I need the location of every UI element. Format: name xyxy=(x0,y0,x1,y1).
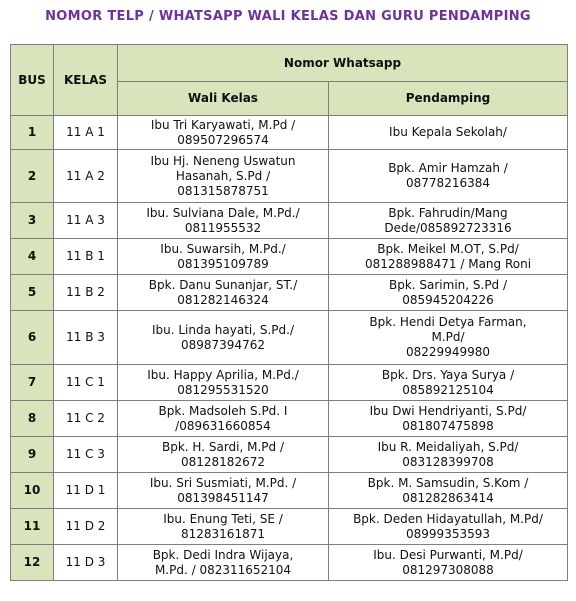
bus-cell: 5 xyxy=(11,275,54,311)
pendamping-line: 08999353593 xyxy=(406,526,490,541)
table-body xyxy=(11,116,568,581)
table-row xyxy=(11,473,568,509)
wali-kelas-line: 08987394762 xyxy=(181,337,265,352)
pendamping-line: Ibu R. Meidaliyah, S.Pd/ xyxy=(377,439,519,454)
wali-kelas-line: /089631660854 xyxy=(175,418,271,433)
kelas-cell: 11 C 2 xyxy=(54,401,118,437)
pendamping-line: Bpk. Hendi Detya Farman, xyxy=(369,315,527,329)
pendamping-cell xyxy=(329,116,568,150)
pendamping-cell xyxy=(329,239,568,275)
table-row xyxy=(11,365,568,401)
pendamping-line: Ibu Dwi Hendriyanti, S.Pd/ xyxy=(369,403,527,418)
table-row xyxy=(11,203,568,239)
pendamping-line: Dede/085892723316 xyxy=(384,220,512,235)
pendamping-cell xyxy=(329,150,568,203)
pendamping-line: M.Pd/ xyxy=(431,330,465,344)
pendamping-line: Bpk. Sarimin, S.Pd / xyxy=(388,277,508,292)
pendamping-line: 08229949980 xyxy=(406,345,490,359)
kelas-cell: 11 B 2 xyxy=(54,275,118,311)
wali-kelas-line: Ibu Tri Karyawati, M.Pd / xyxy=(150,117,296,132)
kelas-cell: 11 A 2 xyxy=(54,150,118,203)
header-kelas: KELAS xyxy=(54,45,118,116)
kelas-cell: 11 D 1 xyxy=(54,473,118,509)
pendamping-line: 081282863414 xyxy=(402,490,494,505)
pendamping-cell xyxy=(329,311,568,365)
wali-kelas-line: 0811955532 xyxy=(184,220,262,235)
kelas-cell: 11 A 1 xyxy=(54,116,118,150)
table-row xyxy=(11,545,568,581)
wali-kelas-line: Ibu. Sulviana Dale, M.Pd./ xyxy=(146,205,300,220)
bus-cell: 6 xyxy=(11,311,54,365)
wali-kelas-line: 081315878751 xyxy=(177,183,269,198)
bus-cell: 10 xyxy=(11,473,54,509)
wali-kelas-line: Ibu. Happy Aprilia, M.Pd./ xyxy=(147,367,299,382)
table-row xyxy=(11,401,568,437)
kelas-cell: 11 C 3 xyxy=(54,437,118,473)
table-row xyxy=(11,509,568,545)
kelas-cell: 11 B 1 xyxy=(54,239,118,275)
wali-kelas-cell xyxy=(118,401,329,437)
wali-kelas-line: Bpk. H. Sardi, M.Pd / xyxy=(161,439,285,454)
pendamping-cell xyxy=(329,509,568,545)
header-bus: BUS xyxy=(11,45,54,116)
header-nomor-whatsapp: Nomor Whatsapp xyxy=(118,45,568,82)
wali-kelas-line: Ibu. Enung Teti, SE / xyxy=(163,511,283,526)
wali-kelas-cell xyxy=(118,116,329,150)
pendamping-line: 081807475898 xyxy=(402,418,494,433)
bus-cell: 1 xyxy=(11,116,54,150)
table-row xyxy=(11,311,568,365)
pendamping-line: Bpk. Drs. Yaya Surya / xyxy=(381,367,515,382)
pendamping-line: 08778216384 xyxy=(406,176,490,190)
bus-cell: 3 xyxy=(11,203,54,239)
wali-kelas-line: Ibu. Sri Susmiati, M.Pd. / xyxy=(149,475,297,490)
wali-kelas-cell xyxy=(118,150,329,203)
pendamping-cell xyxy=(329,365,568,401)
wali-kelas-line: M.Pd. / 082311652104 xyxy=(154,562,292,577)
bus-cell: 2 xyxy=(11,150,54,203)
wali-kelas-cell xyxy=(118,365,329,401)
pendamping-line: 081288988471 / Mang Roni xyxy=(364,256,532,271)
wali-kelas-line: Bpk. Dedi Indra Wijaya, xyxy=(152,547,294,562)
wali-kelas-cell xyxy=(118,275,329,311)
kelas-cell: 11 C 1 xyxy=(54,365,118,401)
bus-cell: 11 xyxy=(11,509,54,545)
page-title: NOMOR TELP / WHATSAPP WALI KELAS DAN GURU PENDAMPING xyxy=(45,9,531,24)
wali-kelas-cell xyxy=(118,437,329,473)
table-row xyxy=(11,437,568,473)
kelas-cell: 11 B 3 xyxy=(54,311,118,365)
wali-kelas-cell xyxy=(118,509,329,545)
pendamping-line: Bpk. Meikel M.OT, S.Pd/ xyxy=(377,241,519,256)
pendamping-line: Ibu Kepala Sekolah/ xyxy=(389,125,507,139)
wali-kelas-line: 81283161871 xyxy=(181,526,265,541)
wali-kelas-line: Hasanah, S.Pd / xyxy=(175,168,271,183)
wali-kelas-line: 081398451147 xyxy=(177,490,269,505)
pendamping-line: Bpk. M. Samsudin, S.Kom / xyxy=(367,475,529,490)
table-row xyxy=(11,150,568,203)
wali-kelas-cell xyxy=(118,311,329,365)
pendamping-line: 085892125104 xyxy=(402,382,494,397)
kelas-cell: 11 A 3 xyxy=(54,203,118,239)
pendamping-cell xyxy=(329,473,568,509)
wali-kelas-cell xyxy=(118,239,329,275)
wali-kelas-cell xyxy=(118,203,329,239)
pendamping-line: 083128399708 xyxy=(402,454,494,469)
pendamping-cell xyxy=(329,203,568,239)
header-pendamping: Pendamping xyxy=(329,82,568,116)
kelas-cell: 11 D 2 xyxy=(54,509,118,545)
wali-kelas-line: Ibu. Suwarsih, M.Pd./ xyxy=(160,241,286,256)
wali-kelas-line: 081395109789 xyxy=(177,256,269,271)
wali-kelas-line: 081295531520 xyxy=(177,382,269,397)
wali-kelas-line: 089507296574 xyxy=(177,132,269,147)
contact-table xyxy=(10,44,568,581)
pendamping-line: Ibu. Desi Purwanti, M.Pd/ xyxy=(373,547,523,562)
pendamping-line: Bpk. Deden Hidayatullah, M.Pd/ xyxy=(353,511,543,526)
pendamping-line: Bpk. Fahrudin/Mang xyxy=(388,205,508,220)
table-row xyxy=(11,116,568,150)
bus-cell: 9 xyxy=(11,437,54,473)
wali-kelas-line: Ibu Hj. Neneng Uswatun xyxy=(150,153,296,168)
wali-kelas-line: Bpk. Madsoleh S.Pd. I xyxy=(158,403,288,418)
wali-kelas-line: 081282146324 xyxy=(177,292,269,307)
bus-cell: 8 xyxy=(11,401,54,437)
pendamping-line: 081297308088 xyxy=(402,562,494,577)
pendamping-cell xyxy=(329,275,568,311)
wali-kelas-cell xyxy=(118,473,329,509)
table-row xyxy=(11,239,568,275)
pendamping-cell xyxy=(329,437,568,473)
pendamping-line: 085945204226 xyxy=(402,292,494,307)
kelas-cell: 11 D 3 xyxy=(54,545,118,581)
table-header xyxy=(11,45,568,116)
wali-kelas-line: 08128182672 xyxy=(181,454,265,469)
pendamping-line: Bpk. Amir Hamzah / xyxy=(388,161,508,175)
wali-kelas-cell xyxy=(118,545,329,581)
pendamping-cell xyxy=(329,545,568,581)
wali-kelas-line: Bpk. Danu Sunanjar, ST./ xyxy=(148,277,298,292)
table-row xyxy=(11,275,568,311)
pendamping-cell xyxy=(329,401,568,437)
bus-cell: 7 xyxy=(11,365,54,401)
bus-cell: 12 xyxy=(11,545,54,581)
wali-kelas-line: Ibu. Linda hayati, S.Pd./ xyxy=(151,322,295,337)
bus-cell: 4 xyxy=(11,239,54,275)
header-wali-kelas: Wali Kelas xyxy=(118,82,329,116)
